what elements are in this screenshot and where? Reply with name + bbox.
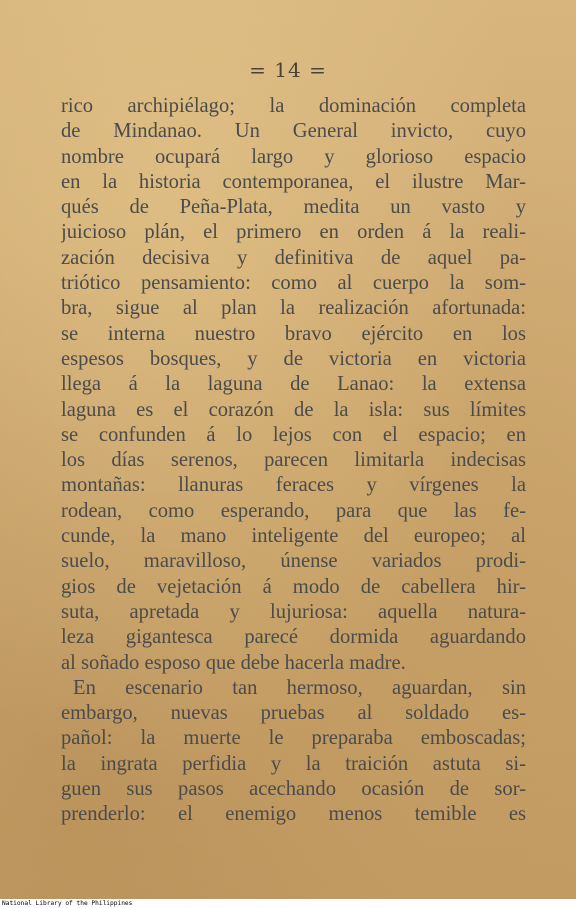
text-line: se confunden á lo lejos con el espacio; en [61,423,526,446]
text-line: guen sus pasos acechando ocasión de sor- [61,778,526,801]
text-line: de Mindanao. Un General invicto, cuyo [61,120,526,143]
text-line: suelo, maravilloso, únense variados prodi- [61,550,526,573]
paragraph-start-line: En escenario tan hermoso, aguardan, sin [73,676,526,699]
text-line: bra, sigue al plan la realización afortunada: [61,297,526,320]
text-line: gios de vejetación á modo de cabellera hir- [61,575,526,598]
text-line: pañol: la muerte le preparaba emboscadas; [61,727,526,750]
text-line: se interna nuestro bravo ejército en los [61,322,526,345]
text-line: prenderlo: el enemigo menos temible es [61,803,526,826]
text-line: en la historia contemporanea, el ilustre Mar- [61,170,526,193]
text-line: embargo, nuevas pruebas al soldado es- [61,702,526,725]
text-line: rodean, como esperando, para que las fe- [61,499,526,522]
text-line: juicioso plán, el primero en orden á la reali- [61,221,526,244]
text-line: suta, apretada y lujuriosa: aquella natura- [61,600,526,623]
paragraph-end-line: al soñado esposo que debe hacerla madre. [61,651,406,674]
text-line: leza gigantesca parecé dormida aguardando [61,626,526,649]
text-line: qués de Peña-Plata, medita un vasto y [61,196,526,219]
page-number: = 14 = [249,58,327,82]
text-line: laguna es el corazón de la isla: sus límites [61,398,526,421]
text-line: zación decisiva y definitiva de aquel pa- [61,246,526,269]
text-line: nombre ocupará largo y glorioso espacio [61,145,526,168]
library-footer-credit: National Library of the Philippines [2,900,133,907]
text-line: cunde, la mano inteligente del europeo; al [61,525,526,548]
text-line: espesos bosques, y de victoria en victoria [61,347,526,370]
text-line: llega á la laguna de Lanao: la extensa [61,373,526,396]
body-text [61,94,526,828]
text-line: montañas: llanuras feraces y vírgenes la [61,474,526,497]
text-line: triótico pensamiento: como al cuerpo la som- [61,272,526,295]
text-line: los días serenos, parecen limitarla indecisas [61,449,526,472]
text-line: rico archipiélago; la dominación completa [61,95,526,117]
text-line: la ingrata perfidia y la traición astuta si- [61,752,526,775]
